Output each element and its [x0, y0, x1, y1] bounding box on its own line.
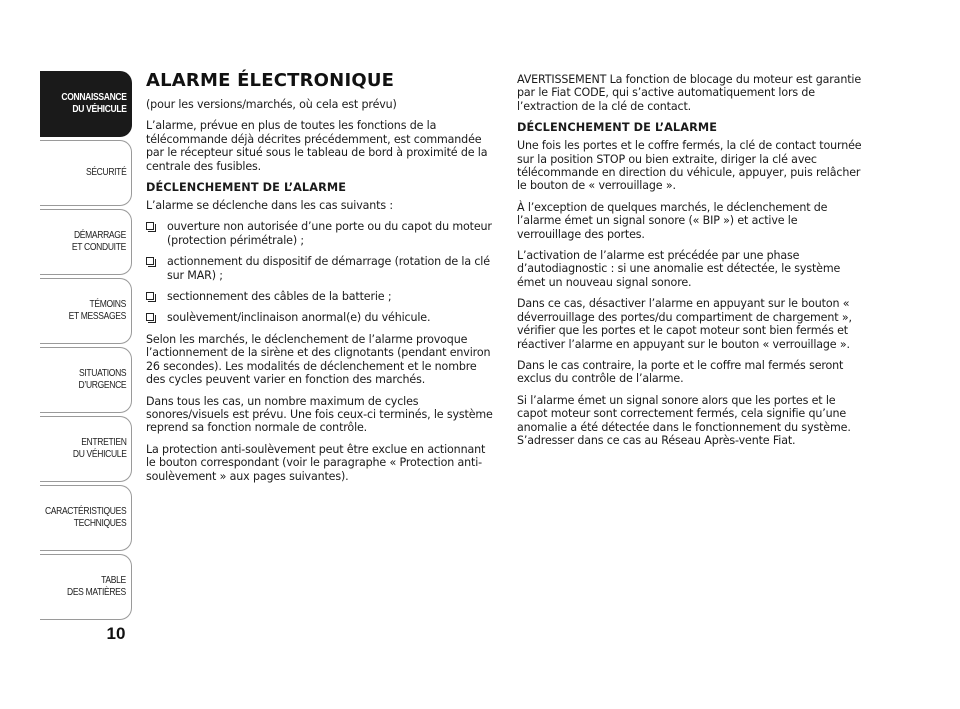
right-column — [517, 73, 862, 455]
list-item: soulèvement/inclinaison anormal(e) du véhicule. — [146, 311, 496, 324]
page-number: 10 — [106, 624, 126, 643]
subtitle: (pour les versions/marchés, où cela est prévu) — [146, 98, 397, 111]
paragraph: À l’exception de quelques marchés, le déclenchement de l’alarme émet un signal sonore (« BIP ») et active le verrouillage des portes. — [517, 200, 828, 241]
paragraph: L’activation de l’alarme est précédée par une phase d’autodiagnostic : si une anomalie est détectée, le système émet un nouveau signal sonore. — [517, 249, 841, 289]
tab-demarrage-et-conduite[interactable] — [40, 209, 132, 275]
tab-label: TABLE DES MATIÈRES — [67, 575, 127, 598]
checkbox-bullet-icon — [146, 257, 154, 265]
section-heading: DÉCLENCHEMENT DE L’ALARME — [146, 181, 347, 195]
paragraph: Selon les marchés, le déclenchement de l’alarme provoque l’actionnement de la sirène et des clignotants (pendant environ 26 secondes). Les modalités de déclenchement et le nombre des cycles peuvent varier en fonction des marchés. — [146, 332, 491, 387]
section-heading: DÉCLENCHEMENT DE L’ALARME — [517, 121, 718, 135]
page-title: ALARME ÉLECTRONIQUE — [146, 70, 395, 91]
tab-entretien-du-vehicule[interactable] — [40, 416, 132, 482]
paragraph: Dans ce cas, désactiver l’alarme en appuyant sur le bouton « déverrouillage des portes/du compartiment de chargement », vérifier que les portes et le capot moteur sont bien fermés et réactiver l’alarme en appuyant sur le bouton « verrouillage ». — [517, 297, 852, 351]
checkbox-bullet-icon — [146, 222, 154, 230]
tab-temoins-et-messages[interactable] — [40, 278, 132, 344]
cases-intro: L’alarme se déclenche dans les cas suivants : — [146, 199, 393, 213]
cases-list — [146, 220, 496, 324]
list-item: ouverture non autorisée d’une porte ou du capot du moteur (protection périmétrale) ; — [146, 220, 496, 247]
paragraph: La protection anti-soulèvement peut être exclue en actionnant le bouton correspondant (voir le paragraphe « Protection anti-soulèvement » aux pages suivantes). — [146, 442, 486, 483]
left-column — [146, 70, 496, 491]
paragraph: Si l’alarme émet un signal sonore alors que les portes et le capot moteur sont correctement fermés, cela signifie qu’une anomalie a été détectée dans le fonctionnement du système. S’adresser dans ce cas au Réseau Après-vente Fiat. — [517, 393, 851, 447]
tab-label: ENTRETIEN DU VÉHICULE — [72, 437, 127, 460]
tab-label: CONNAISSANCE DU VÉHICULE — [60, 92, 127, 115]
tab-label: CARACTÉRISTIQUES TECHNIQUES — [44, 506, 127, 529]
list-item: sectionnement des câbles de la batterie ; — [146, 290, 496, 303]
tab-label: TÉMOINS ET MESSAGES — [68, 299, 127, 322]
tab-caracteristiques-techniques[interactable] — [40, 485, 132, 551]
paragraph: Une fois les portes et le coffre fermés, la clé de contact tournée sur la position STOP ou bien extraite, diriger la clé avec télécommande en direction du véhicule, appuyer, puis relâcher le bouton de « verrouillage ». — [517, 139, 862, 193]
checkbox-bullet-icon — [146, 292, 154, 300]
list-item: actionnement du dispositif de démarrage (rotation de la clé sur MAR) ; — [146, 255, 496, 282]
tab-table-des-matieres[interactable] — [40, 554, 132, 620]
tab-label: DÉMARRAGE ET CONDUITE — [72, 230, 127, 253]
paragraph: Dans le cas contraire, la porte et le coffre mal fermés seront exclus du contrôle de l’alarme. — [517, 358, 844, 386]
tab-situations-durgence[interactable] — [40, 347, 132, 413]
warning-paragraph: AVERTISSEMENT La fonction de blocage du moteur est garantie par le Fiat CODE, qui s’active automatiquement lors de l’extraction de la clé de contact. — [517, 73, 862, 113]
tab-label: SÉCURITÉ — [85, 167, 127, 178]
intro-paragraph: L’alarme, prévue en plus de toutes les fonctions de la télécommande déjà décrites précédemment, est commandée par le récepteur situé sous le tableau de bord à proximité de la centrale des fusibles. — [146, 119, 488, 173]
tab-label: SITUATIONS D’URGENCE — [78, 368, 127, 391]
paragraph: Dans tous les cas, un nombre maximum de cycles sonores/visuels est prévu. Une fois ceux-ci terminés, le système reprend sa fonction normale de contrôle. — [146, 394, 493, 435]
checkbox-bullet-icon — [146, 313, 154, 321]
tab-connaissance-du-vehicule[interactable] — [40, 71, 132, 137]
section-tabs — [40, 71, 132, 623]
tab-securite[interactable] — [40, 140, 132, 206]
